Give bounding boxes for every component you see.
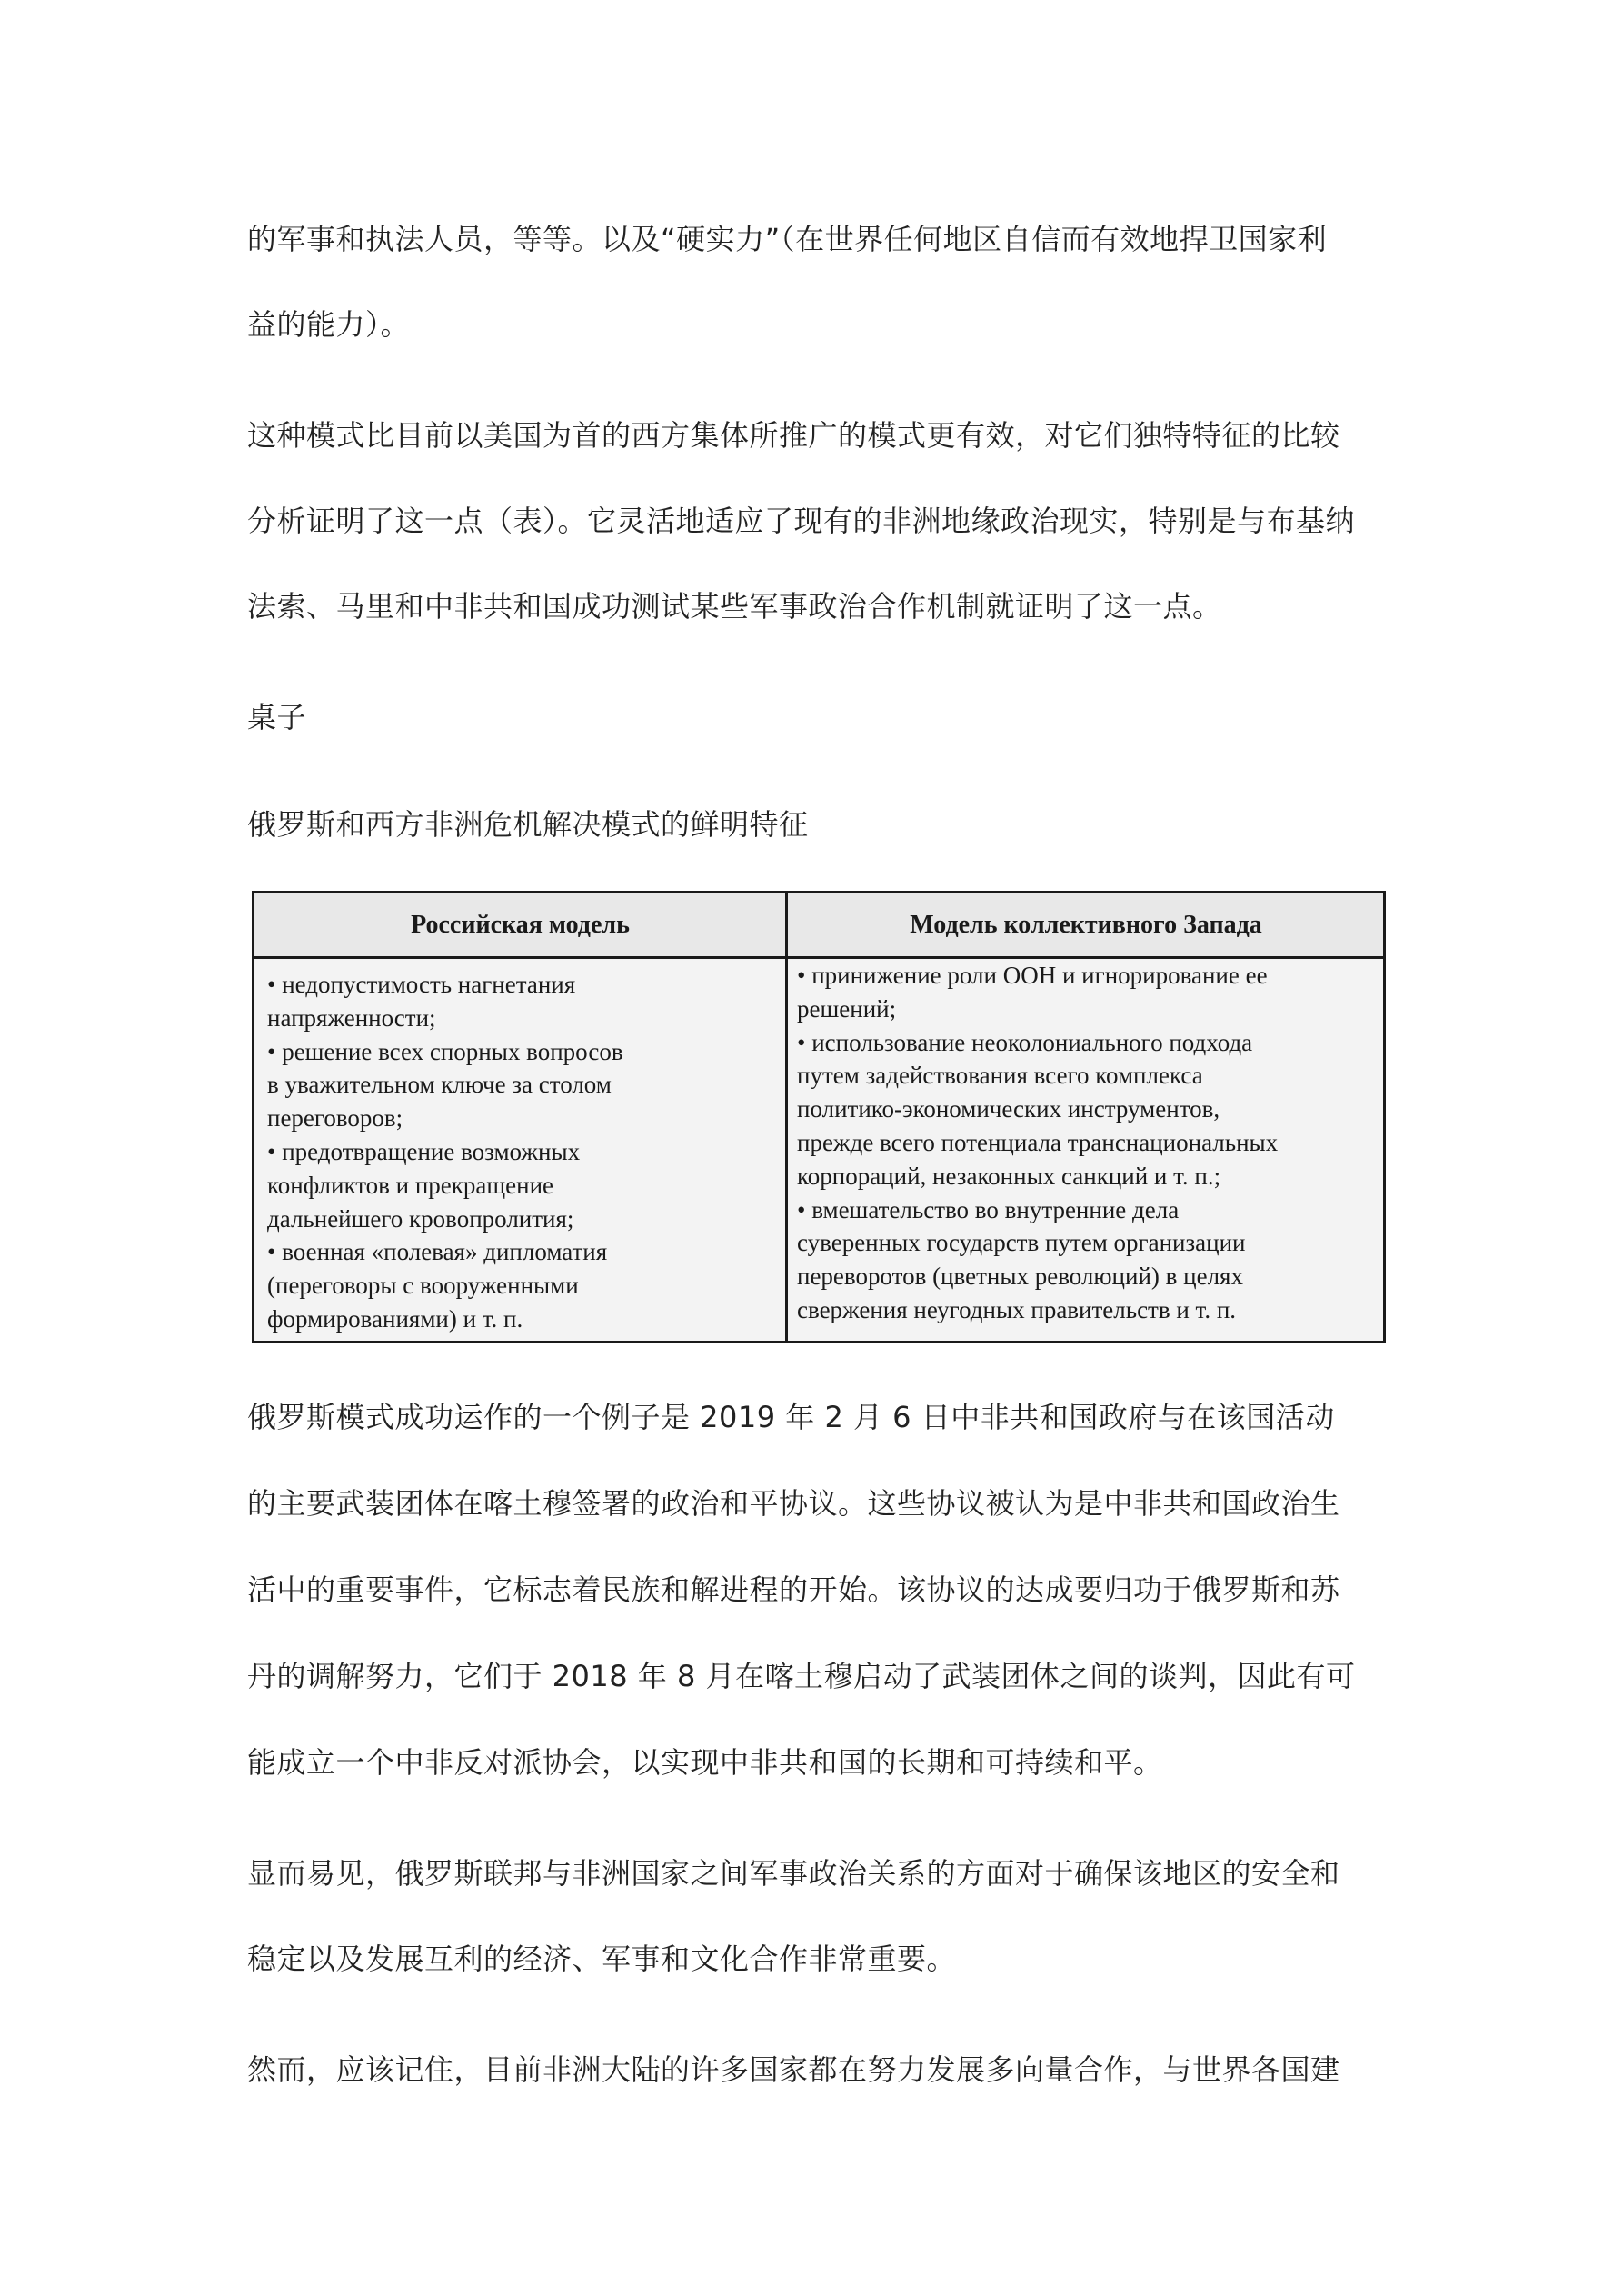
comparison-table (252, 891, 1386, 1343)
paragraph-5-line-1: 然而，应该记住，目前非洲大陆的许多国家都在努力发展多向量合作，与世界各国建 (247, 2052, 1340, 2087)
table-cell-western-model (788, 959, 1383, 1341)
table-cell-russian-model (254, 959, 785, 1341)
table-header-russian-model: Российская модель (411, 911, 630, 939)
russian-model-line: формированиями) и т. п. (267, 1304, 523, 1333)
paragraph-1-line-1: 的军事和执法人员，等等。以及“硬实力”（在世界任何地区自信而有效地捍卫国家利 (247, 222, 1328, 256)
russian-model-line: переговоров; (267, 1104, 403, 1133)
paragraph-4-line-2: 稳定以及发展互利的经济、军事和文化合作非常重要。 (247, 1942, 957, 1976)
paragraph-4-line-1: 显而易见，俄罗斯联邦与非洲国家之间军事政治关系的方面对于确保该地区的安全和 (247, 1856, 1340, 1891)
table-caption: 俄罗斯和西方非洲危机解决模式的鲜明特征 (247, 807, 809, 842)
paragraph-1-line-2: 益的能力）。 (247, 307, 411, 342)
western-model-line: • принижение роли ООН и игнорирование ее (797, 962, 1268, 989)
western-model-line: переворотов (цветных революций) в целях (797, 1263, 1243, 1291)
paragraph-3-line-5: 能成立一个中非反对派协会，以实现中非共和国的长期和可持续和平。 (247, 1745, 1163, 1780)
western-model-line: суверенных государств путем организации (797, 1229, 1246, 1257)
table-label: 桌子 (247, 700, 307, 734)
paragraph-3-line-3: 活中的重要事件，它标志着民族和解进程的开始。该协议的达成要归功于俄罗斯和苏 (247, 1572, 1340, 1607)
russian-model-line: в уважительном ключе за столом (267, 1071, 612, 1099)
western-model-line: корпораций, незаконных санкций и т. п.; (797, 1162, 1221, 1190)
paragraph-2-line-2: 分析证明了这一点（表）。它灵活地适应了现有的非洲地缘政治现实，特别是与布基纳 (247, 504, 1356, 538)
table-header-row (254, 893, 1383, 959)
russian-model-line: напряженности; (267, 1003, 436, 1032)
russian-model-line: • предотвращение возможных (267, 1137, 581, 1165)
paragraph-2-line-3: 法索、马里和中非共和国成功测试某些军事政治合作机制就证明了这一点。 (247, 589, 1222, 624)
paragraph-3-line-2: 的主要武装团体在喀土穆签署的政治和平协议。这些协议被认为是中非共和国政治生 (247, 1486, 1340, 1521)
western-model-line: решений; (797, 994, 897, 1023)
paragraph-3-line-1: 俄罗斯模式成功运作的一个例子是 2019 年 2 月 6 日中非共和国政府与在该国活动 (247, 1400, 1335, 1434)
western-model-line: путем задействования всего комплекса (797, 1062, 1203, 1090)
western-model-line: • использование неоколониального подхода (797, 1028, 1253, 1056)
russian-model-line: (переговоры с вооруженными (267, 1272, 579, 1300)
paragraph-3-line-4: 丹的调解努力，它们于 2018 年 8 月在喀土穆启动了武装团体之间的谈判，因此有可 (247, 1659, 1356, 1693)
russian-model-line: дальнейшего кровопролития; (267, 1204, 574, 1233)
table-header-western-model: Модель коллективного Запада (910, 911, 1262, 939)
russian-model-line: • решение всех спорных вопросов (267, 1037, 623, 1065)
western-model-line: свержения неугодных правительств и т. п. (797, 1295, 1237, 1323)
western-model-line: прежде всего потенциала транснациональных (797, 1128, 1279, 1156)
russian-model-line: • военная «полевая» дипломатия (267, 1238, 608, 1266)
western-model-line: политико-экономических инструментов, (797, 1095, 1220, 1123)
russian-model-line: конфликтов и прекращение (267, 1171, 554, 1199)
paragraph-2-line-1: 这种模式比目前以美国为首的西方集体所推广的模式更有效，对它们独特特征的比较 (247, 418, 1340, 453)
table-column-divider (785, 893, 788, 1341)
russian-model-line: • недопустимость нагнетания (267, 971, 576, 998)
western-model-line: • вмешательство во внутренние дела (797, 1195, 1180, 1223)
